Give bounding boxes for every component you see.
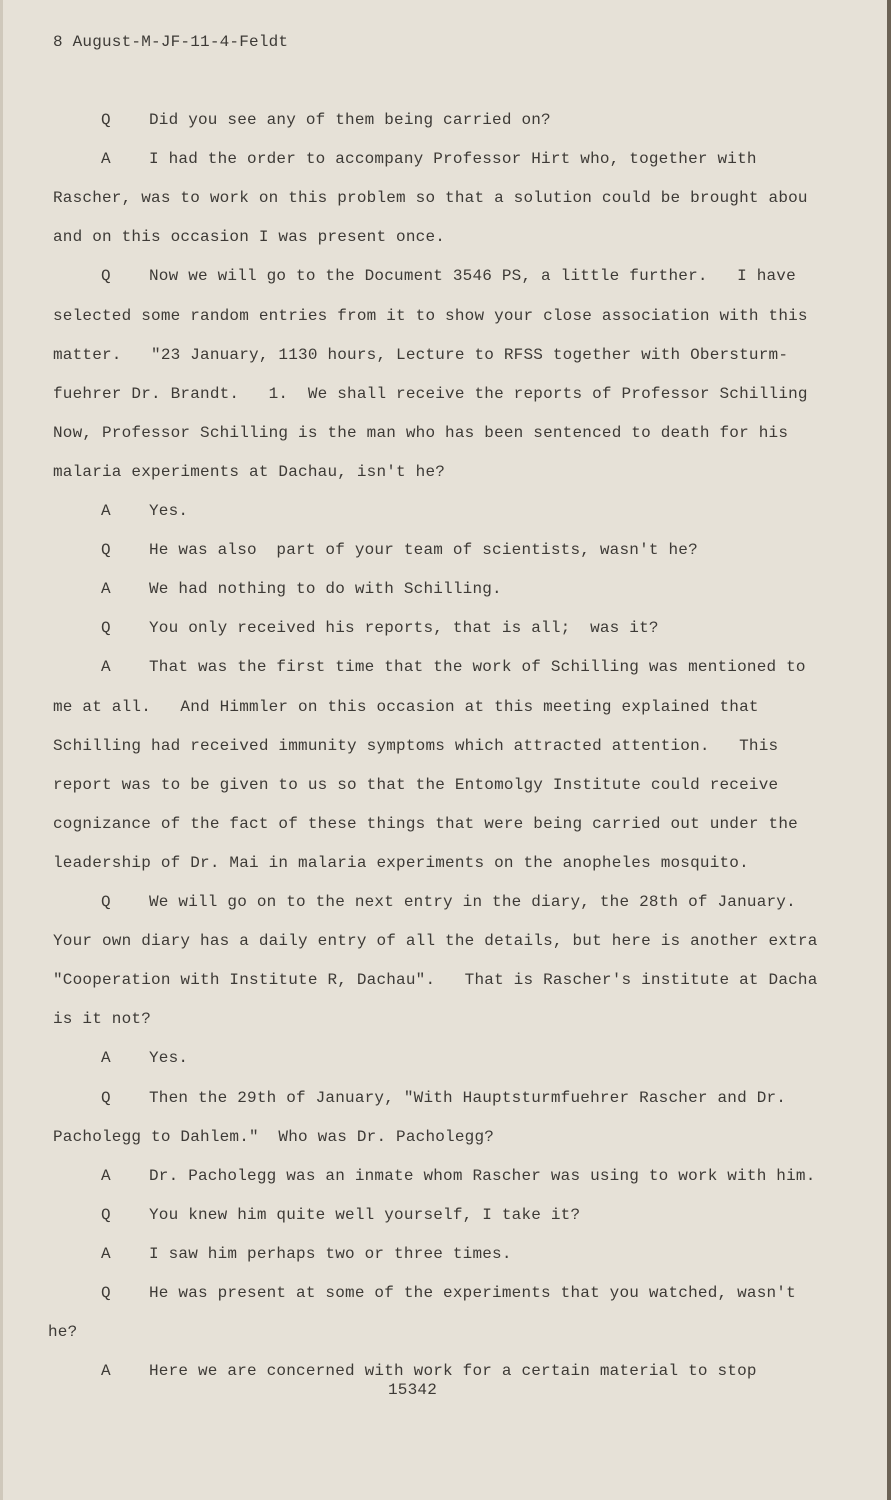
- testimony-line: Now we will go to the Document 3546 PS, a little further. I have: [149, 267, 796, 286]
- speaker-label: Q: [101, 267, 111, 286]
- speaker-label: A: [101, 658, 111, 677]
- testimony-continuation-line: Pacholegg to Dahlem." Who was Dr. Pacholegg?: [53, 1127, 495, 1146]
- testimony-line: He was also part of your team of scientists, wasn't he?: [149, 541, 698, 560]
- speaker-label: A: [101, 150, 111, 169]
- testimony-line: Then the 29th of January, "With Hauptsturmfuehrer Rascher and Dr.: [149, 1088, 787, 1107]
- testimony-continuation-line: matter. "23 January, 1130 hours, Lecture to RFSS together with Obersturm-: [53, 345, 789, 364]
- testimony-line: I saw him perhaps two or three times.: [149, 1244, 512, 1263]
- testimony-line: Dr. Pacholegg was an inmate whom Rascher was using to work with him.: [149, 1166, 816, 1185]
- testimony-continuation-line: Your own diary has a daily entry of all the details, but here is another extra: [53, 932, 818, 951]
- speaker-label: A: [101, 1244, 111, 1263]
- testimony-continuation-line: fuehrer Dr. Brandt. 1. We shall receive the reports of Professor Schilling: [53, 384, 808, 403]
- testimony-continuation-line: he?: [48, 1323, 78, 1342]
- paper-edge-right: [887, 0, 891, 1500]
- testimony-line: Yes.: [149, 1049, 189, 1068]
- testimony-line: You only received his reports, that is all; was it?: [149, 619, 659, 638]
- paper-edge-left: [0, 0, 3, 1500]
- testimony-continuation-line: leadership of Dr. Mai in malaria experiments on the anopheles mosquito.: [53, 853, 749, 872]
- testimony-continuation-line: malaria experiments at Dachau, isn't he?: [53, 462, 446, 481]
- speaker-label: A: [101, 1362, 111, 1381]
- speaker-label: Q: [101, 1284, 111, 1302]
- speaker-label: A: [101, 1166, 111, 1185]
- page-number: 15342: [388, 1381, 438, 1399]
- page-header: 8 August-M-JF-11-4-Feldt: [53, 33, 289, 51]
- testimony-line: That was the first time that the work of Schilling was mentioned to: [149, 658, 806, 677]
- testimony-continuation-line: "Cooperation with Institute R, Dachau". That is Rascher's institute at Dacha: [53, 971, 818, 990]
- testimony-continuation-line: is it not?: [53, 1010, 152, 1029]
- testimony-line: Yes.: [149, 502, 189, 520]
- testimony-line: I had the order to accompany Professor Hirt who, together with: [149, 150, 757, 169]
- testimony-continuation-line: selected some random entries from it to show your close association with this: [53, 306, 808, 325]
- speaker-label: Q: [101, 893, 111, 911]
- testimony-continuation-line: and on this occasion I was present once.: [53, 228, 446, 247]
- speaker-label: A: [101, 1049, 111, 1068]
- speaker-label: A: [101, 502, 111, 520]
- testimony-continuation-line: me at all. And Himmler on this occasion at this meeting explained that: [53, 697, 759, 716]
- testimony-line: Here we are concerned with work for a certain material to stop: [149, 1362, 757, 1381]
- speaker-label: Q: [101, 1088, 111, 1107]
- testimony-line: We had nothing to do with Schilling.: [149, 580, 502, 599]
- testimony-line: He was present at some of the experiments that you watched, wasn't: [149, 1284, 796, 1302]
- speaker-label: Q: [101, 541, 111, 560]
- speaker-label: Q: [101, 1205, 111, 1224]
- speaker-label: Q: [101, 619, 111, 638]
- testimony-line: We will go on to the next entry in the diary, the 28th of January.: [149, 893, 796, 911]
- testimony-continuation-line: cognizance of the fact of these things that were being carried out under the: [53, 814, 798, 833]
- testimony-line: Did you see any of them being carried on?: [149, 111, 551, 129]
- testimony-continuation-line: Rascher, was to work on this problem so that a solution could be brought abou: [53, 189, 808, 208]
- testimony-continuation-line: report was to be given to us so that the Entomolgy Institute could receive: [53, 775, 779, 794]
- testimony-line: You knew him quite well yourself, I take it?: [149, 1205, 581, 1224]
- testimony-continuation-line: Schilling had received immunity symptoms which attracted attention. This: [53, 736, 779, 755]
- speaker-label: Q: [101, 111, 111, 129]
- testimony-continuation-line: Now, Professor Schilling is the man who has been sentenced to death for his: [53, 423, 789, 442]
- speaker-label: A: [101, 580, 111, 599]
